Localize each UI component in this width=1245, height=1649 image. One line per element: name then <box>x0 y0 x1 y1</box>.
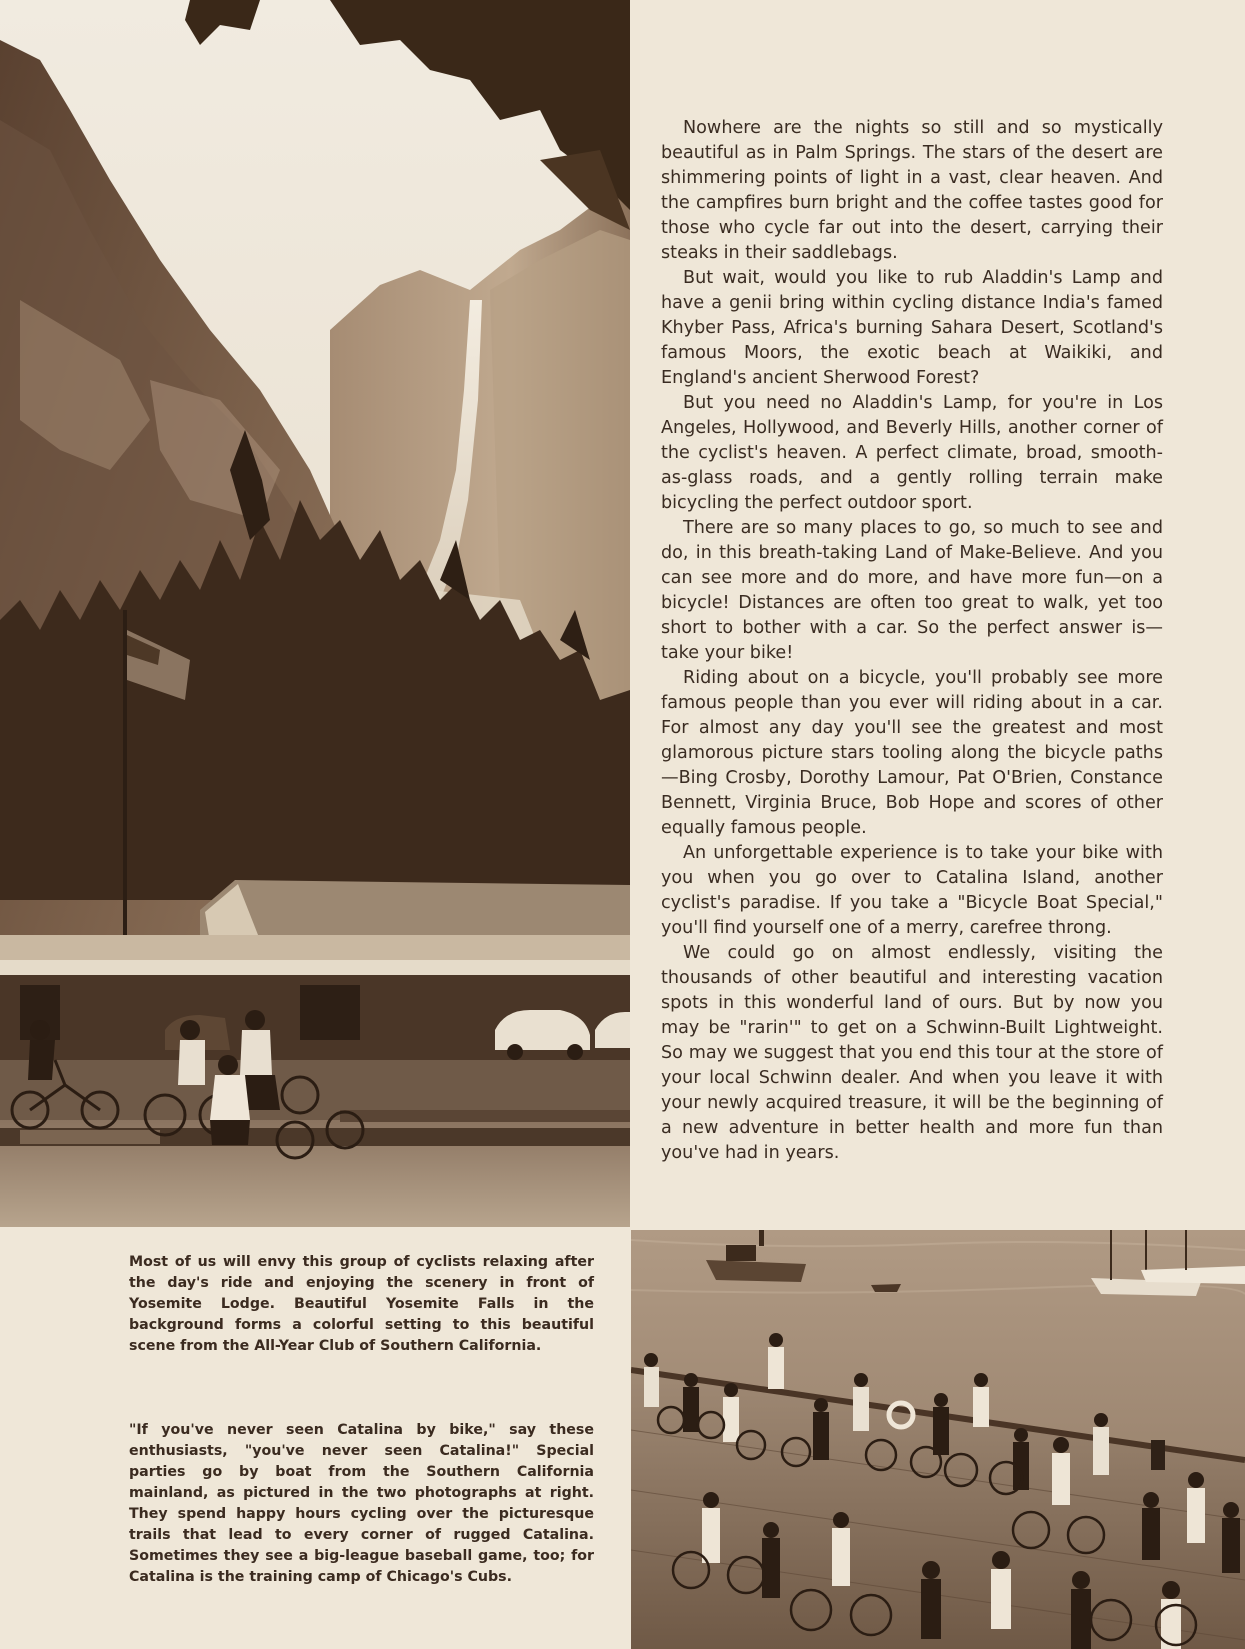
article-paragraph: But wait, would you like to rub Aladdin's Lamp and have a genii bring within cycling distance India's famed Khyber Pass, Africa's burning Sahara Desert, Scotland's famous Moors, the exotic beach at Waikiki, and England's ancient Sherwood Forest? <box>661 268 1163 388</box>
catalina-photo-caption: "If you've never seen Catalina by bike," say these enthusiasts, "you've never seen Catalina!" Special parties go by boat from the Southern California mainland, as pictured in the two photographs at right. They spend happy hours cycling over the picturesque trails that lead to every corner of rugged Catalina. Sometimes they see a big-league baseball game, too; for Catalina is the training camp of Chicago's Cubs. <box>129 1422 594 1585</box>
article-paragraph: Nowhere are the nights so still and so mystically beautiful as in Palm Springs. The stars of the desert are shimmering points of light in a vast, clear heaven. And the campfires burn bright and the coffee tastes good for those who cycle far out into the desert, carrying their steaks in their saddlebags. <box>661 118 1163 263</box>
article-paragraph: An unforgettable experience is to take your bike with you when you go over to Catalina Island, another cyclist's paradise. If you take a "Bicycle Boat Special," you'll find yourself one of a merry, carefree throng. <box>661 843 1163 938</box>
article-paragraph: There are so many places to go, so much to see and do, in this breath-taking Land of Make-Believe. And you can see more and do more, and have more fun—on a bicycle! Distances are often too great to walk, yet too short to bother with a car. So the perfect answer is—take your bike! <box>661 518 1163 663</box>
article-body <box>661 116 1163 1166</box>
catalina-pier-photo <box>631 1230 1245 1649</box>
yosemite-photo-caption: Most of us will envy this group of cyclists relaxing after the day's ride and enjoying the scenery in front of Yosemite Lodge. Beautiful Yosemite Falls in the background forms a colorful setting to this beautiful scene from the All-Year Club of Southern California. <box>129 1254 594 1354</box>
yosemite-lodge-photo <box>0 0 630 1227</box>
article-paragraph: We could go on almost endlessly, visiting the thousands of other beautiful and interesting vacation spots in this wonderful land of ours. But by now you may be "rarin'" to get on a Schwinn-Built Lightweight. So may we suggest that you end this tour at the store of your local Schwinn dealer. And when you leave it with your newly acquired treasure, it will be the beginning of a new adventure in better health and more fun than you've had in years. <box>661 943 1163 1163</box>
article-paragraph: Riding about on a bicycle, you'll probably see more famous people than you ever will riding about in a car. For almost any day you'll see the greatest and most glamorous picture stars tooling along the bicycle paths—Bing Crosby, Dorothy Lamour, Pat O'Brien, Constance Bennett, Virginia Bruce, Bob Hope and scores of other equally famous people. <box>661 668 1163 838</box>
article-paragraph: But you need no Aladdin's Lamp, for you're in Los Angeles, Hollywood, and Beverly Hills, another corner of the cyclist's heaven. A perfect climate, broad, smooth-as-glass roads, and a gently rolling terrain make bicycling the perfect outdoor sport. <box>661 393 1163 513</box>
